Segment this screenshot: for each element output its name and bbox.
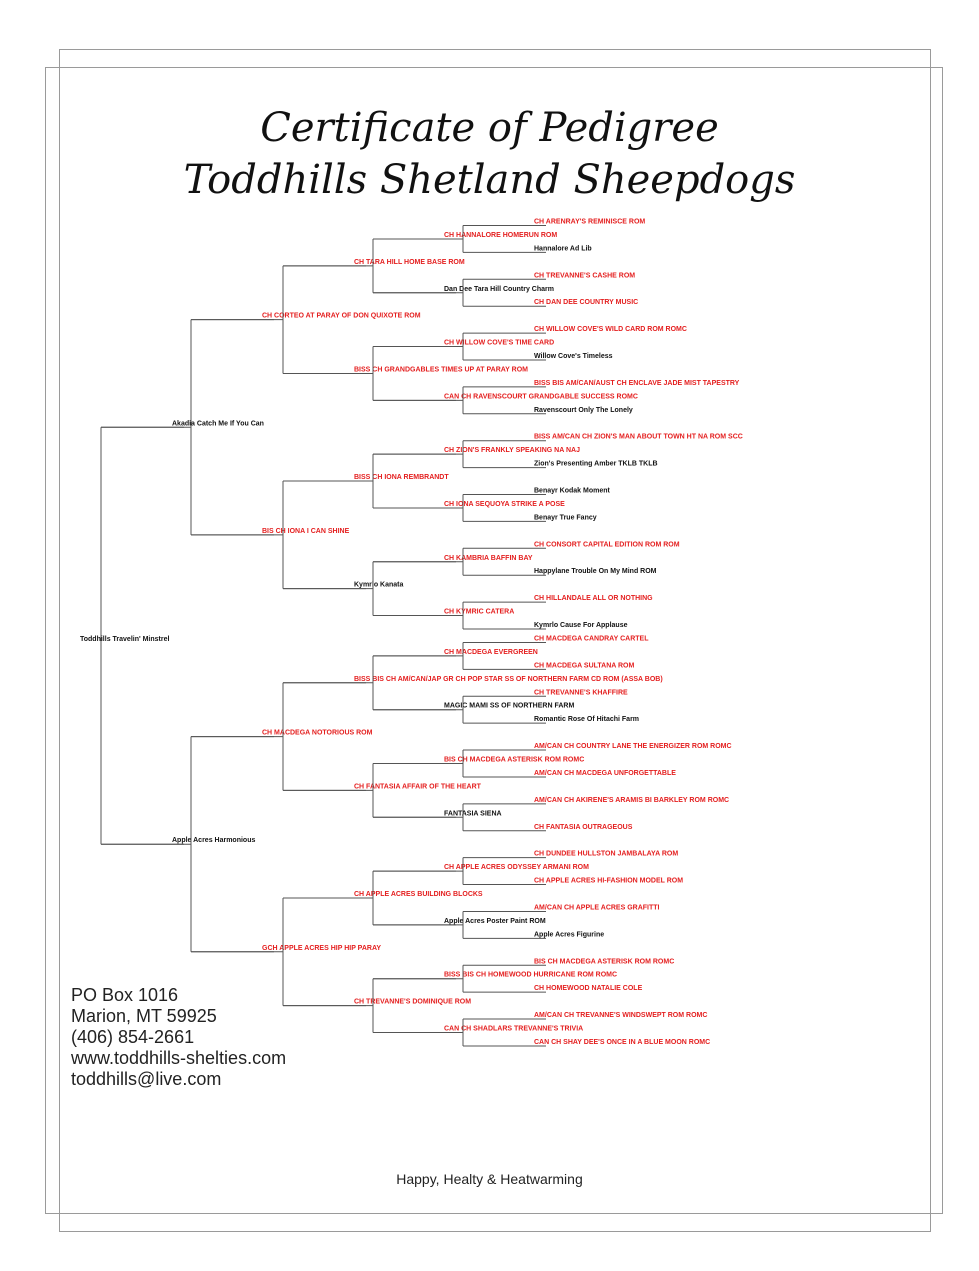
pedigree-dog-gen2: BIS CH IONA I CAN SHINE <box>262 527 350 535</box>
pedigree-dog-gen3: CH APPLE ACRES BUILDING BLOCKS <box>354 891 483 898</box>
pedigree-dog-gen2: CH CORTEO AT PARAY OF DON QUIXOTE ROM <box>262 312 421 320</box>
pedigree-dog-gen5: AM/CAN CH APPLE ACRES GRAFITTI <box>534 904 660 912</box>
pedigree-dog-gen4: CH APPLE ACRES ODYSSEY ARMANI ROM <box>444 864 589 872</box>
pedigree-dog-gen5: Zion's Presenting Amber TKLB TKLB <box>534 460 658 468</box>
city-state-zip: Marion, MT 59925 <box>71 1006 217 1026</box>
pedigree-dog-gen5: AM/CAN CH MACDEGA UNFORGETTABLE <box>534 769 676 777</box>
pedigree-dog-gen2: GCH APPLE ACRES HIP HIP PARAY <box>262 944 382 952</box>
pedigree-dog-gen5: AM/CAN CH AKIRENE'S ARAMIS BI BARKLEY ROM ROMC <box>534 796 730 804</box>
pedigree-dog-gen5: AM/CAN CH TREVANNE'S WINDSWEPT ROM ROMC <box>534 1012 708 1020</box>
pedigree-dog-gen5: CH TREVANNE'S CASHE ROM <box>534 272 636 280</box>
pedigree-dog-gen5: AM/CAN CH COUNTRY LANE THE ENERGIZER ROM ROMC <box>534 743 732 751</box>
pedigree-dog-gen4: FANTASIA SIENA <box>444 810 502 818</box>
pedigree-dog-gen4: CH HANNALORE HOMERUN ROM <box>444 231 558 239</box>
footer-tagline: Happy, Healty & Heatwarming <box>396 1171 583 1187</box>
pedigree-dog-gen3: BISS CH IONA REMBRANDT <box>354 474 449 482</box>
pedigree-dog-gen5: CH WILLOW COVE'S WILD CARD ROM ROMC <box>534 326 687 334</box>
pedigree-dog-gen5: BISS AM/CAN CH ZION'S MAN ABOUT TOWN HT NA ROM SCC <box>534 433 743 441</box>
pedigree-dog-gen4: CH WILLOW COVE'S TIME CARD <box>444 339 555 347</box>
pedigree-dog-gen5: CH DAN DEE COUNTRY MUSIC <box>534 299 639 307</box>
pedigree-dog-gen5: CH TREVANNE'S KHAFFIRE <box>534 689 628 697</box>
certificate-title: Certificate of Pedigree <box>260 105 719 151</box>
email-link[interactable]: toddhills@live.com <box>71 1069 222 1089</box>
pedigree-dog-gen1: Apple Acres Harmonious <box>172 837 256 845</box>
pedigree-dog-gen4: MAGIC MAMI SS OF NORTHERN FARM <box>444 702 575 710</box>
pedigree-dog-gen5: CH ARENRAY'S REMINISCE ROM <box>534 218 646 226</box>
pedigree-dog-gen5: CH DUNDEE HULLSTON JAMBALAYA ROM <box>534 850 679 858</box>
pedigree-dog-gen3: CH FANTASIA AFFAIR OF THE HEART <box>354 783 481 791</box>
pedigree-dog-gen5: Kymrlo Cause For Applause <box>534 622 628 629</box>
pedigree-subject: Toddhills Travelin' Minstrel <box>80 636 170 643</box>
pedigree-dog-gen5: CAN CH SHAY DEE'S ONCE IN A BLUE MOON ROMC <box>534 1038 711 1046</box>
pedigree-dog-gen4: CH MACDEGA EVERGREEN <box>444 648 538 656</box>
pedigree-dog-gen4: Dan Dee Tara Hill Country Charm <box>444 285 554 293</box>
pedigree-dog-gen5: BISS BIS AM/CAN/AUST CH ENCLAVE JADE MIST TAPESTRY <box>534 379 740 387</box>
phone-number: (406) 854-2661 <box>71 1027 195 1047</box>
pedigree-dog-gen5: Benayr Kodak Moment <box>534 487 610 495</box>
pedigree-dog-gen5: BIS CH MACDEGA ASTERISK ROM ROMC <box>534 958 675 966</box>
kennel-title: Toddhills Shetland Sheepdogs <box>183 157 796 203</box>
pedigree-dog-gen4: CH KAMBRIA BAFFIN BAY <box>444 554 533 562</box>
pedigree-dog-gen5: CH CONSORT CAPITAL EDITION ROM ROM <box>534 541 680 549</box>
pedigree-dog-gen5: CH MACDEGA CANDRAY CARTEL <box>534 635 649 643</box>
pedigree-dog-gen3: BISS BIS CH AM/CAN/JAP GR CH POP STAR SS OF NORTHERN FARM CD ROM (ASSA BOB) <box>354 675 663 683</box>
pedigree-dog-gen3: CH TARA HILL HOME BASE ROM <box>354 258 465 266</box>
pedigree-dog-gen4: CAN CH RAVENSCOURT GRANDGABLE SUCCESS ROMC <box>444 393 638 401</box>
contact-block <box>71 985 286 1090</box>
pedigree-dog-gen5: Hannalore Ad Lib <box>534 245 592 253</box>
pedigree-dog-gen4: CH KYMRIC CATERA <box>444 608 515 616</box>
pedigree-dog-gen5: CH MACDEGA SULTANA ROM <box>534 662 635 670</box>
pedigree-dog-gen5: Ravenscourt Only The Lonely <box>534 406 633 414</box>
pedigree-dog-gen5: Benayr True Fancy <box>534 514 597 522</box>
pedigree-dog-gen4: CAN CH SHADLARS TREVANNE'S TRIVIA <box>444 1025 584 1033</box>
pedigree-dog-gen5: CH HOMEWOOD NATALIE COLE <box>534 985 643 993</box>
pedigree-dog-gen3: BISS CH GRANDGABLES TIMES UP AT PARAY ROM <box>354 366 528 374</box>
pedigree-dog-gen5: CH HILLANDALE ALL OR NOTHING <box>534 595 653 603</box>
pedigree-dog-gen4: BISS BIS CH HOMEWOOD HURRICANE ROM ROMC <box>444 971 618 979</box>
pedigree-dog-gen5: CH FANTASIA OUTRAGEOUS <box>534 823 633 831</box>
pedigree-dog-gen5: Happylane Trouble On My Mind ROM <box>534 568 657 576</box>
pedigree-dog-gen1: Akadia Catch Me If You Can <box>172 420 264 428</box>
website-link[interactable]: www.toddhills-shelties.com <box>71 1048 287 1068</box>
pedigree-dog-gen4: BIS CH MACDEGA ASTERISK ROM ROMC <box>444 756 585 764</box>
po-box: PO Box 1016 <box>71 985 179 1005</box>
pedigree-dog-gen5: Willow Cove's Timeless <box>534 353 613 360</box>
pedigree-dog-gen4: CH ZION'S FRANKLY SPEAKING NA NAJ <box>444 447 580 455</box>
pedigree-dog-gen4: CH IONA SEQUOYA STRIKE A POSE <box>444 500 565 508</box>
pedigree-dog-gen3: CH TREVANNE'S DOMINIQUE ROM <box>354 998 472 1006</box>
pedigree-dog-gen5: CH APPLE ACRES HI-FASHION MODEL ROM <box>534 877 684 885</box>
pedigree-dog-gen3: Kymrlo Kanata <box>354 581 404 589</box>
pedigree-dog-gen5: Romantic Rose Of Hitachi Farm <box>534 716 640 724</box>
pedigree-dog-gen2: CH MACDEGA NOTORIOUS ROM <box>262 729 373 737</box>
pedigree-dog-gen5: Apple Acres Figurine <box>534 931 605 939</box>
pedigree-dog-gen4: Apple Acres Poster Paint ROM <box>444 917 546 925</box>
